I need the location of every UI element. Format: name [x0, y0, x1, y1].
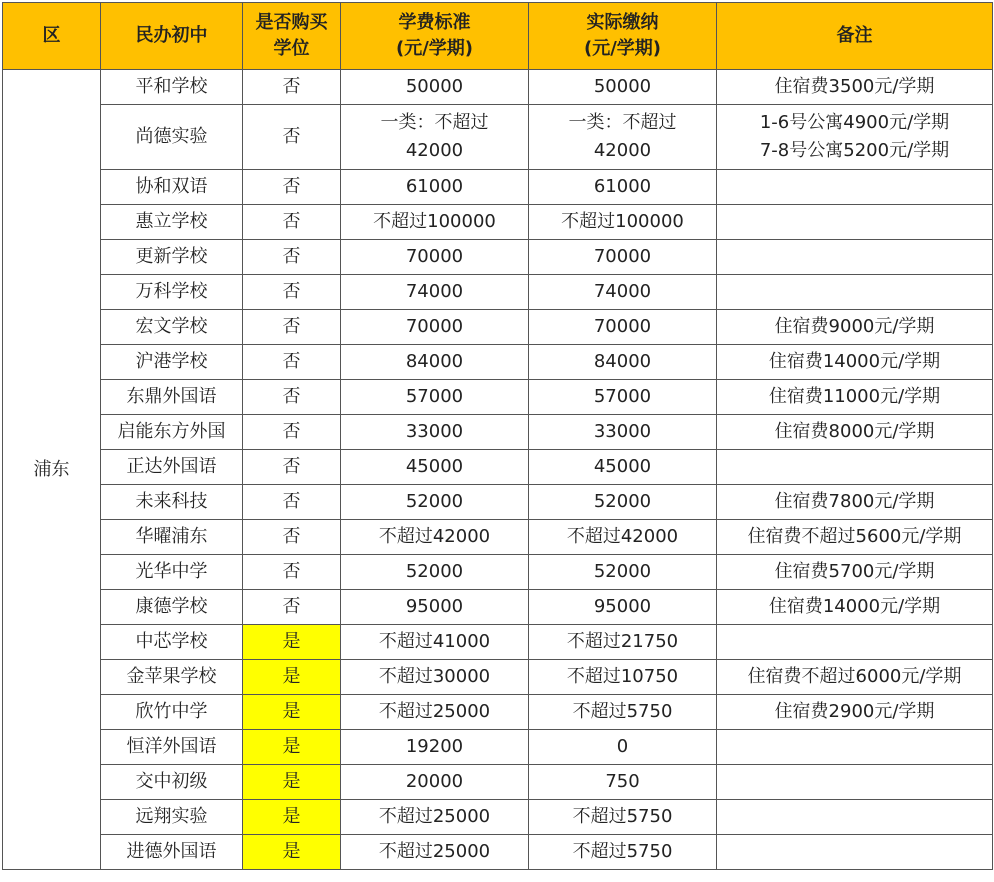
actual-paid-cell-line: 95000: [593, 596, 652, 617]
remarks-cell: [717, 485, 993, 520]
buy-housing-cell: 否: [243, 450, 341, 485]
remarks-cell: [717, 835, 993, 870]
remarks-cell: [717, 105, 993, 170]
tuition-standard-cell: [341, 835, 529, 870]
remarks-cell: [717, 275, 993, 310]
remarks-cell: [717, 380, 993, 415]
table-row: [3, 835, 993, 870]
remarks-cell-line: 住宿费不超过5600元/学期: [747, 526, 962, 547]
tuition-standard-cell-line: 19200: [405, 736, 464, 757]
tuition-table: [2, 2, 993, 870]
buy-housing-cell: 是: [243, 660, 341, 695]
tuition-standard-cell: [341, 485, 529, 520]
actual-paid-cell-line: 不超过21750: [566, 631, 679, 652]
table-row: [3, 310, 993, 345]
buy-housing-cell: 否: [243, 485, 341, 520]
tuition-standard-cell-line: 不超过25000: [378, 806, 491, 827]
actual-paid-cell-line: 45000: [593, 456, 652, 477]
tuition-standard-cell: [341, 240, 529, 275]
remarks-cell: [717, 345, 993, 380]
school-name-cell: 启能东方外国: [101, 415, 243, 450]
remarks-cell-line: 住宿费7800元/学期: [774, 491, 935, 512]
tuition-standard-cell: [341, 520, 529, 555]
table-row: [3, 520, 993, 555]
actual-paid-cell-line: 52000: [593, 491, 652, 512]
actual-paid-cell: [529, 730, 717, 765]
tuition-standard-cell-line: 33000: [405, 421, 464, 442]
table-row: [3, 70, 993, 105]
actual-paid-cell-line: 不超过5750: [572, 806, 673, 827]
tuition-standard-cell-line: 不超过25000: [378, 841, 491, 862]
actual-paid-cell-line: 不超过5750: [572, 841, 673, 862]
tuition-standard-cell-line: 52000: [405, 491, 464, 512]
actual-paid-cell: [529, 170, 717, 205]
table-row: [3, 105, 993, 170]
tuition-standard-cell: [341, 415, 529, 450]
school-name-cell: 更新学校: [101, 240, 243, 275]
remarks-cell-line: 住宿费5700元/学期: [774, 561, 935, 582]
table-row: [3, 170, 993, 205]
tuition-standard-cell-line: 74000: [405, 281, 464, 302]
actual-paid-cell: [529, 555, 717, 590]
buy-housing-cell: 否: [243, 555, 341, 590]
tuition-standard-cell: [341, 660, 529, 695]
actual-paid-cell-line: 0: [616, 736, 629, 757]
actual-paid-cell: [529, 380, 717, 415]
tuition-standard-cell: [341, 730, 529, 765]
remarks-cell-line: 住宿费8000元/学期: [774, 421, 935, 442]
header-row: [3, 3, 993, 70]
buy-housing-cell: 否: [243, 415, 341, 450]
buy-housing-cell: 否: [243, 275, 341, 310]
buy-housing-cell: 是: [243, 835, 341, 870]
remarks-cell: [717, 520, 993, 555]
buy-housing-cell: 是: [243, 695, 341, 730]
header-remarks: 备注: [717, 3, 993, 70]
actual-paid-cell: [529, 415, 717, 450]
actual-paid-cell-line: 70000: [593, 316, 652, 337]
table-row: [3, 660, 993, 695]
buy-housing-cell: 是: [243, 730, 341, 765]
buy-housing-cell: 否: [243, 70, 341, 105]
tuition-standard-cell-line: 一类：不超过: [380, 112, 489, 133]
remarks-cell: [717, 660, 993, 695]
tuition-standard-cell: [341, 800, 529, 835]
school-name-cell: 华曜浦东: [101, 520, 243, 555]
buy-housing-cell: 否: [243, 105, 341, 170]
tuition-standard-cell: [341, 205, 529, 240]
actual-paid-cell-line: 74000: [593, 281, 652, 302]
remarks-cell: [717, 170, 993, 205]
tuition-standard-cell-line: 不超过41000: [378, 631, 491, 652]
actual-paid-cell: [529, 450, 717, 485]
tuition-standard-cell: [341, 765, 529, 800]
header-buy-housing-line2: 学位: [273, 38, 310, 59]
tuition-standard-cell: [341, 555, 529, 590]
actual-paid-cell: [529, 105, 717, 170]
school-name-cell: 沪港学校: [101, 345, 243, 380]
actual-paid-cell: [529, 765, 717, 800]
remarks-cell: [717, 590, 993, 625]
school-name-cell: 中芯学校: [101, 625, 243, 660]
remarks-cell-line: 住宿费14000元/学期: [768, 596, 941, 617]
tuition-standard-cell-line: 20000: [405, 771, 464, 792]
tuition-standard-cell: [341, 590, 529, 625]
tuition-standard-cell: [341, 70, 529, 105]
actual-paid-cell: [529, 345, 717, 380]
tuition-standard-cell-line: 52000: [405, 561, 464, 582]
actual-paid-cell-line: 70000: [593, 246, 652, 267]
remarks-cell: [717, 765, 993, 800]
table-row: [3, 345, 993, 380]
buy-housing-cell: 否: [243, 310, 341, 345]
tuition-standard-cell-line: 70000: [405, 316, 464, 337]
buy-housing-cell: 是: [243, 800, 341, 835]
actual-paid-cell-line: 50000: [593, 76, 652, 97]
remarks-cell: [717, 695, 993, 730]
actual-paid-cell-line: 52000: [593, 561, 652, 582]
remarks-cell-line: 1-6号公寓4900元/学期: [759, 112, 950, 133]
school-name-cell: 未来科技: [101, 485, 243, 520]
buy-housing-cell: 是: [243, 765, 341, 800]
remarks-cell: [717, 240, 993, 275]
actual-paid-cell: [529, 310, 717, 345]
header-tuition-standard: [341, 3, 529, 70]
tuition-standard-cell-line: 50000: [405, 76, 464, 97]
remarks-cell: [717, 450, 993, 485]
table-row: [3, 450, 993, 485]
school-name-cell: 进德外国语: [101, 835, 243, 870]
remarks-cell: [717, 625, 993, 660]
actual-paid-cell: [529, 275, 717, 310]
tuition-standard-cell: [341, 170, 529, 205]
tuition-standard-cell: [341, 345, 529, 380]
school-name-cell: 金苹果学校: [101, 660, 243, 695]
remarks-cell-line: 住宿费不超过6000元/学期: [747, 666, 962, 687]
school-name-cell: 平和学校: [101, 70, 243, 105]
school-name-cell: 欣竹中学: [101, 695, 243, 730]
school-name-cell: 光华中学: [101, 555, 243, 590]
tuition-standard-cell-line: 84000: [405, 351, 464, 372]
buy-housing-cell: 否: [243, 170, 341, 205]
remarks-cell-line: 住宿费3500元/学期: [774, 76, 935, 97]
header-actual-paid-line2: (元/学期): [583, 38, 662, 59]
school-name-cell: 正达外国语: [101, 450, 243, 485]
actual-paid-cell-line: 不超过100000: [561, 211, 684, 232]
table-row: [3, 765, 993, 800]
buy-housing-cell: 否: [243, 520, 341, 555]
table-row: [3, 800, 993, 835]
tuition-standard-cell-line: 不超过42000: [378, 526, 491, 547]
school-name-cell: 惠立学校: [101, 205, 243, 240]
actual-paid-cell-line: 57000: [593, 386, 652, 407]
actual-paid-cell-line: 不超过42000: [566, 526, 679, 547]
remarks-cell-line: 住宿费2900元/学期: [774, 701, 935, 722]
school-name-cell: 尚德实验: [101, 105, 243, 170]
tuition-standard-cell-line: 42000: [405, 140, 464, 161]
remarks-cell: [717, 415, 993, 450]
remarks-cell: [717, 800, 993, 835]
actual-paid-cell: [529, 695, 717, 730]
remarks-cell: [717, 70, 993, 105]
actual-paid-cell: [529, 835, 717, 870]
buy-housing-cell: 否: [243, 240, 341, 275]
remarks-cell: [717, 555, 993, 590]
header-tuition-standard-line1: 学费标准: [398, 12, 471, 33]
school-name-cell: 康德学校: [101, 590, 243, 625]
table-row: [3, 590, 993, 625]
table-row: [3, 625, 993, 660]
actual-paid-cell-line: 61000: [593, 176, 652, 197]
tuition-standard-cell-line: 45000: [405, 456, 464, 477]
tuition-standard-cell: [341, 380, 529, 415]
buy-housing-cell: 否: [243, 345, 341, 380]
table-row: [3, 555, 993, 590]
table-body: [3, 70, 993, 870]
actual-paid-cell: [529, 660, 717, 695]
buy-housing-cell: 否: [243, 205, 341, 240]
header-district: 区: [3, 3, 101, 70]
remarks-cell: [717, 205, 993, 240]
tuition-standard-cell-line: 95000: [405, 596, 464, 617]
school-name-cell: 万科学校: [101, 275, 243, 310]
tuition-standard-cell-line: 不超过100000: [373, 211, 496, 232]
header-school: 民办初中: [101, 3, 243, 70]
actual-paid-cell-line: 42000: [593, 140, 652, 161]
table-row: [3, 380, 993, 415]
header-buy-housing: [243, 3, 341, 70]
table-row: [3, 240, 993, 275]
actual-paid-cell: [529, 205, 717, 240]
actual-paid-cell: [529, 625, 717, 660]
header-buy-housing-line1: 是否购买: [255, 12, 328, 33]
school-name-cell: 协和双语: [101, 170, 243, 205]
school-name-cell: 远翔实验: [101, 800, 243, 835]
school-name-cell: 宏文学校: [101, 310, 243, 345]
tuition-standard-cell: [341, 105, 529, 170]
actual-paid-cell: [529, 240, 717, 275]
school-name-cell: 交中初级: [101, 765, 243, 800]
tuition-standard-cell-line: 57000: [405, 386, 464, 407]
header-tuition-standard-line2: (元/学期): [395, 38, 474, 59]
actual-paid-cell: [529, 485, 717, 520]
tuition-standard-cell-line: 61000: [405, 176, 464, 197]
school-name-cell: 恒洋外国语: [101, 730, 243, 765]
tuition-standard-cell: [341, 310, 529, 345]
tuition-standard-cell-line: 不超过25000: [378, 701, 491, 722]
table-row: [3, 695, 993, 730]
actual-paid-cell-line: 84000: [593, 351, 652, 372]
table-row: [3, 275, 993, 310]
tuition-standard-cell-line: 70000: [405, 246, 464, 267]
table-row: [3, 415, 993, 450]
remarks-cell: [717, 310, 993, 345]
actual-paid-cell: [529, 70, 717, 105]
buy-housing-cell: 是: [243, 625, 341, 660]
header-actual-paid: [529, 3, 717, 70]
header-actual-paid-line1: 实际缴纳: [586, 12, 659, 33]
tuition-standard-cell: [341, 275, 529, 310]
actual-paid-cell: [529, 520, 717, 555]
actual-paid-cell-line: 不超过5750: [572, 701, 673, 722]
actual-paid-cell-line: 一类：不超过: [568, 112, 677, 133]
actual-paid-cell-line: 不超过10750: [566, 666, 679, 687]
actual-paid-cell: [529, 590, 717, 625]
buy-housing-cell: 否: [243, 590, 341, 625]
tuition-standard-cell: [341, 625, 529, 660]
actual-paid-cell: [529, 800, 717, 835]
remarks-cell-line: 7-8号公寓5200元/学期: [759, 140, 950, 161]
table-row: [3, 730, 993, 765]
remarks-cell-line: 住宿费9000元/学期: [774, 316, 935, 337]
tuition-standard-cell: [341, 695, 529, 730]
table-row: [3, 205, 993, 240]
tuition-standard-cell-line: 不超过30000: [378, 666, 491, 687]
actual-paid-cell-line: 33000: [593, 421, 652, 442]
district-cell: 浦东: [3, 70, 101, 870]
remarks-cell: [717, 730, 993, 765]
remarks-cell-line: 住宿费14000元/学期: [768, 351, 941, 372]
buy-housing-cell: 否: [243, 380, 341, 415]
school-name-cell: 东鼎外国语: [101, 380, 243, 415]
actual-paid-cell-line: 750: [605, 771, 640, 792]
table-row: [3, 485, 993, 520]
remarks-cell-line: 住宿费11000元/学期: [768, 386, 941, 407]
tuition-standard-cell: [341, 450, 529, 485]
